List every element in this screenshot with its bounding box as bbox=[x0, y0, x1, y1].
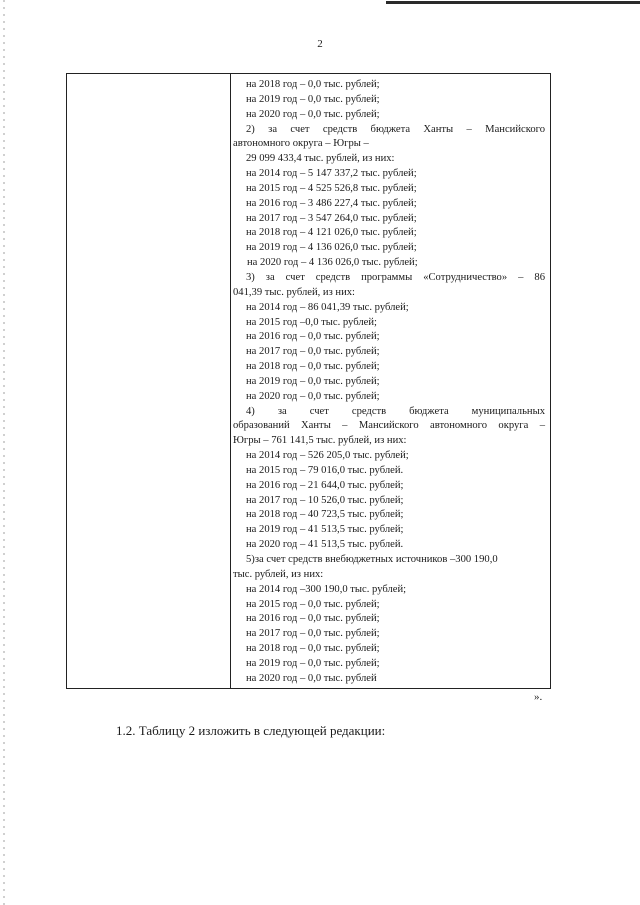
section3-year-2019: на 2019 год – 0,0 тыс. рублей; bbox=[246, 375, 380, 387]
section5-year-2017: на 2017 год – 0,0 тыс. рублей; bbox=[246, 628, 380, 640]
top-line-2020: на 2020 год – 0,0 тыс. рублей; bbox=[246, 108, 380, 120]
section3-year-2018: на 2018 год – 0,0 тыс. рублей; bbox=[246, 361, 380, 373]
section5-heading-cont: тыс. рублей, из них: bbox=[233, 568, 324, 580]
section2-year-2019: на 2019 год – 4 136 026,0 тыс. рублей; bbox=[246, 242, 417, 254]
section3-year-2017: на 2017 год – 0,0 тыс. рублей; bbox=[246, 346, 380, 358]
section4-year-2016: на 2016 год – 21 644,0 тыс. рублей; bbox=[246, 479, 404, 491]
section4-year-2014: на 2014 год – 526 205,0 тыс. рублей; bbox=[246, 450, 409, 462]
section3-year-2014: на 2014 год – 86 041,39 тыс. рублей; bbox=[246, 301, 409, 313]
section4-year-2017: на 2017 год – 10 526,0 тыс. рублей; bbox=[246, 494, 404, 506]
section4-year-2020: на 2020 год – 41 513,5 тыс. рублей. bbox=[246, 539, 404, 551]
section5-year-2018: на 2018 год – 0,0 тыс. рублей; bbox=[246, 643, 380, 655]
top-line-2019: на 2019 год – 0,0 тыс. рублей; bbox=[246, 93, 380, 105]
section5-year-2014: на 2014 год –300 190,0 тыс. рублей; bbox=[246, 583, 407, 595]
funding-table bbox=[66, 73, 551, 689]
section4-heading-cont2: Югры – 761 141,5 тыс. рублей, из них: bbox=[233, 435, 407, 447]
scan-edge-artifact bbox=[3, 0, 5, 905]
section2-year-2016: на 2016 год – 3 486 227,4 тыс. рублей; bbox=[246, 197, 417, 209]
section4-heading: 4) за счет средств бюджета муниципальных bbox=[246, 405, 545, 417]
section5-year-2015: на 2015 год – 0,0 тыс. рублей; bbox=[246, 598, 380, 610]
section5-year-2019: на 2019 год – 0,0 тыс. рублей; bbox=[246, 657, 380, 669]
section3-year-2015: на 2015 год –0,0 тыс. рублей; bbox=[246, 316, 377, 328]
section3-year-2020: на 2020 год – 0,0 тыс. рублей; bbox=[246, 390, 380, 402]
page-number: 2 bbox=[317, 38, 323, 50]
section2-heading-cont: автономного округа – Югры – bbox=[233, 138, 369, 150]
section3-heading: 3) за счет средств программы «Сотрудничество» – 86 bbox=[246, 271, 545, 283]
section2-heading: 2) за счет средств бюджета Ханты – Мансийского bbox=[246, 123, 545, 135]
scan-top-mark bbox=[386, 1, 640, 4]
section3-heading-cont: 041,39 тыс. рублей, из них: bbox=[233, 286, 356, 298]
section4-year-2018: на 2018 год – 40 723,5 тыс. рублей; bbox=[246, 509, 404, 521]
funding-cell bbox=[233, 78, 545, 687]
section2-year-2015: на 2015 год – 4 525 526,8 тыс. рублей; bbox=[246, 182, 417, 194]
section4-year-2015: на 2015 год – 79 016,0 тыс. рублей. bbox=[246, 464, 404, 476]
section2-year-2014: на 2014 год – 5 147 337,2 тыс. рублей; bbox=[246, 168, 417, 180]
section5-year-2020: на 2020 год – 0,0 тыс. рублей bbox=[246, 672, 377, 684]
section4-year-2019: на 2019 год – 41 513,5 тыс. рублей; bbox=[246, 524, 404, 536]
section2-year-2018: на 2018 год – 4 121 026,0 тыс. рублей; bbox=[246, 227, 417, 239]
amendment-instruction: 1.2. Таблицу 2 изложить в следующей редакции: bbox=[116, 723, 386, 738]
section2-year-2020: на 2020 год – 4 136 026,0 тыс. рублей; bbox=[247, 257, 418, 269]
closing-quote: ». bbox=[534, 691, 543, 703]
table-column-divider bbox=[230, 74, 231, 688]
section2-total: 29 099 433,4 тыс. рублей, из них: bbox=[246, 153, 395, 165]
section4-heading-cont: образований Ханты – Мансийского автономного округа – bbox=[233, 420, 545, 432]
section5-heading: 5)за счет средств внебюджетных источников –300 190,0 bbox=[246, 554, 498, 565]
section5-year-2016: на 2016 год – 0,0 тыс. рублей; bbox=[246, 613, 380, 625]
top-line-2018: на 2018 год – 0,0 тыс. рублей; bbox=[246, 79, 380, 90]
section3-year-2016: на 2016 год – 0,0 тыс. рублей; bbox=[246, 331, 380, 343]
section2-year-2017: на 2017 год – 3 547 264,0 тыс. рублей; bbox=[246, 212, 417, 224]
